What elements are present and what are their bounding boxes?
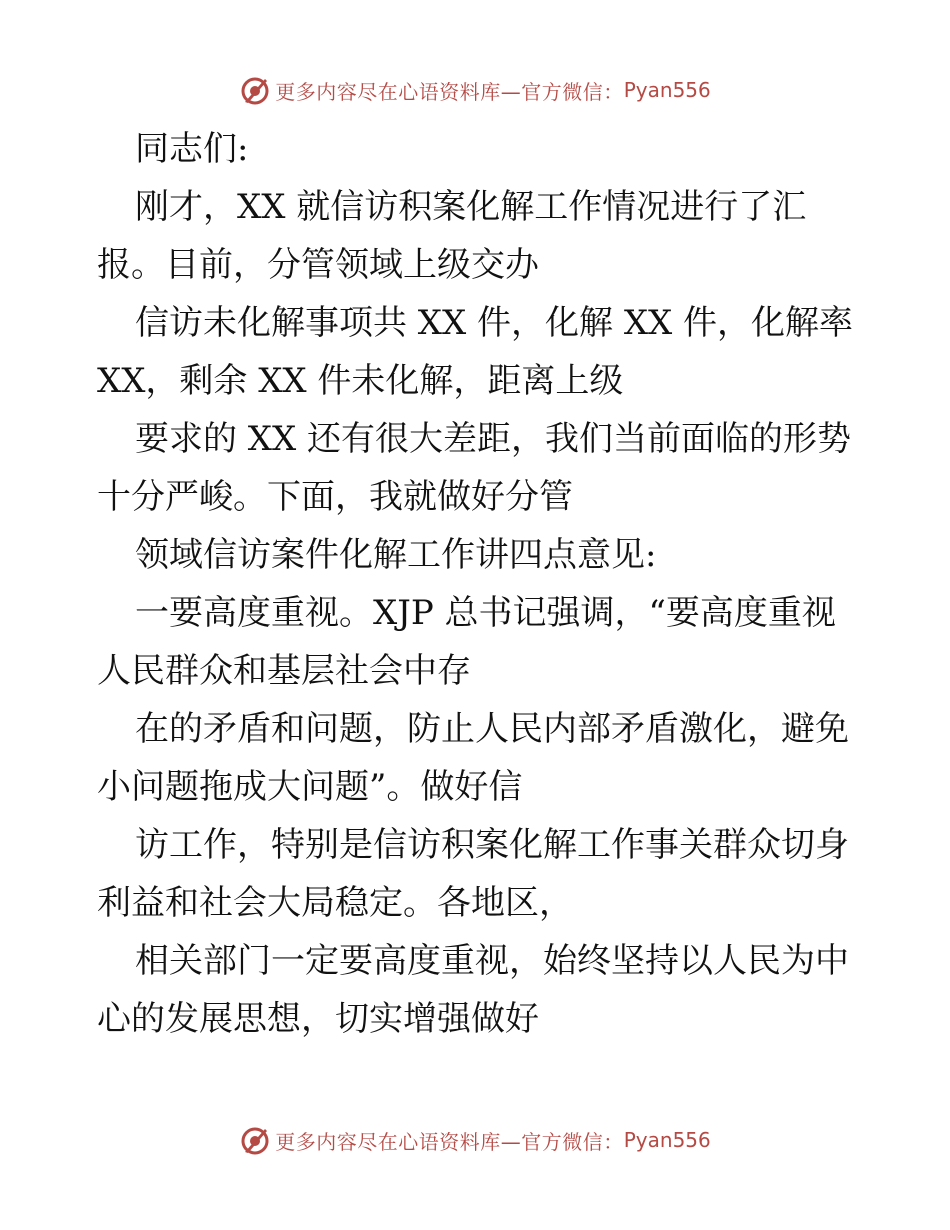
quill-circle-icon: [239, 1124, 271, 1156]
paragraph-line: 相关部门一定要高度重视，始终坚持以人民为中: [135, 941, 849, 981]
footer-banner: [0, 1120, 950, 1160]
paragraph-line: 同志们:: [135, 129, 249, 169]
paragraph-line: 心的发展思想，切实增强做好: [97, 999, 539, 1039]
header-banner-text: 更多内容尽在心语资料库—官方微信：: [275, 79, 624, 104]
paragraph-line: 领域信访案件化解工作讲四点意见:: [135, 535, 657, 575]
paragraph-line: 利益和社会大局稳定。各地区，: [97, 883, 573, 923]
paragraph-line: 一要高度重视。XJP 总书记强调，“要高度重视: [135, 593, 836, 633]
header-banner: [0, 70, 950, 110]
paragraph-line: 人民群众和基层社会中存: [97, 651, 471, 691]
paragraph-line: 信访未化解事项共 XX 件，化解 XX 件，化解率: [135, 303, 854, 343]
paragraph-line: 十分严峻。下面，我就做好分管: [97, 477, 573, 517]
paragraph-line: 刚才，XX 就信访积案化解工作情况进行了汇: [135, 187, 807, 227]
paragraph-line: 小问题拖成大问题”。做好信: [97, 767, 523, 807]
footer-banner-contact: Pyan556: [623, 1128, 711, 1152]
paragraph-line: 报。目前，分管领域上级交办: [97, 245, 539, 285]
paragraph-line: 要求的 XX 还有很大差距，我们当前面临的形势: [135, 419, 852, 459]
quill-circle-icon: [239, 74, 271, 106]
footer-banner-text: 更多内容尽在心语资料库—官方微信：: [275, 1129, 624, 1154]
paragraph-line: 在的矛盾和问题，防止人民内部矛盾激化，避免: [135, 709, 849, 749]
paragraph-line: XX，剩余 XX 件未化解，距离上级: [97, 361, 624, 401]
header-banner-contact: Pyan556: [623, 78, 711, 102]
paragraph-line: 访工作，特别是信访积案化解工作事关群众切身: [135, 825, 849, 865]
document-body: [97, 125, 857, 1053]
